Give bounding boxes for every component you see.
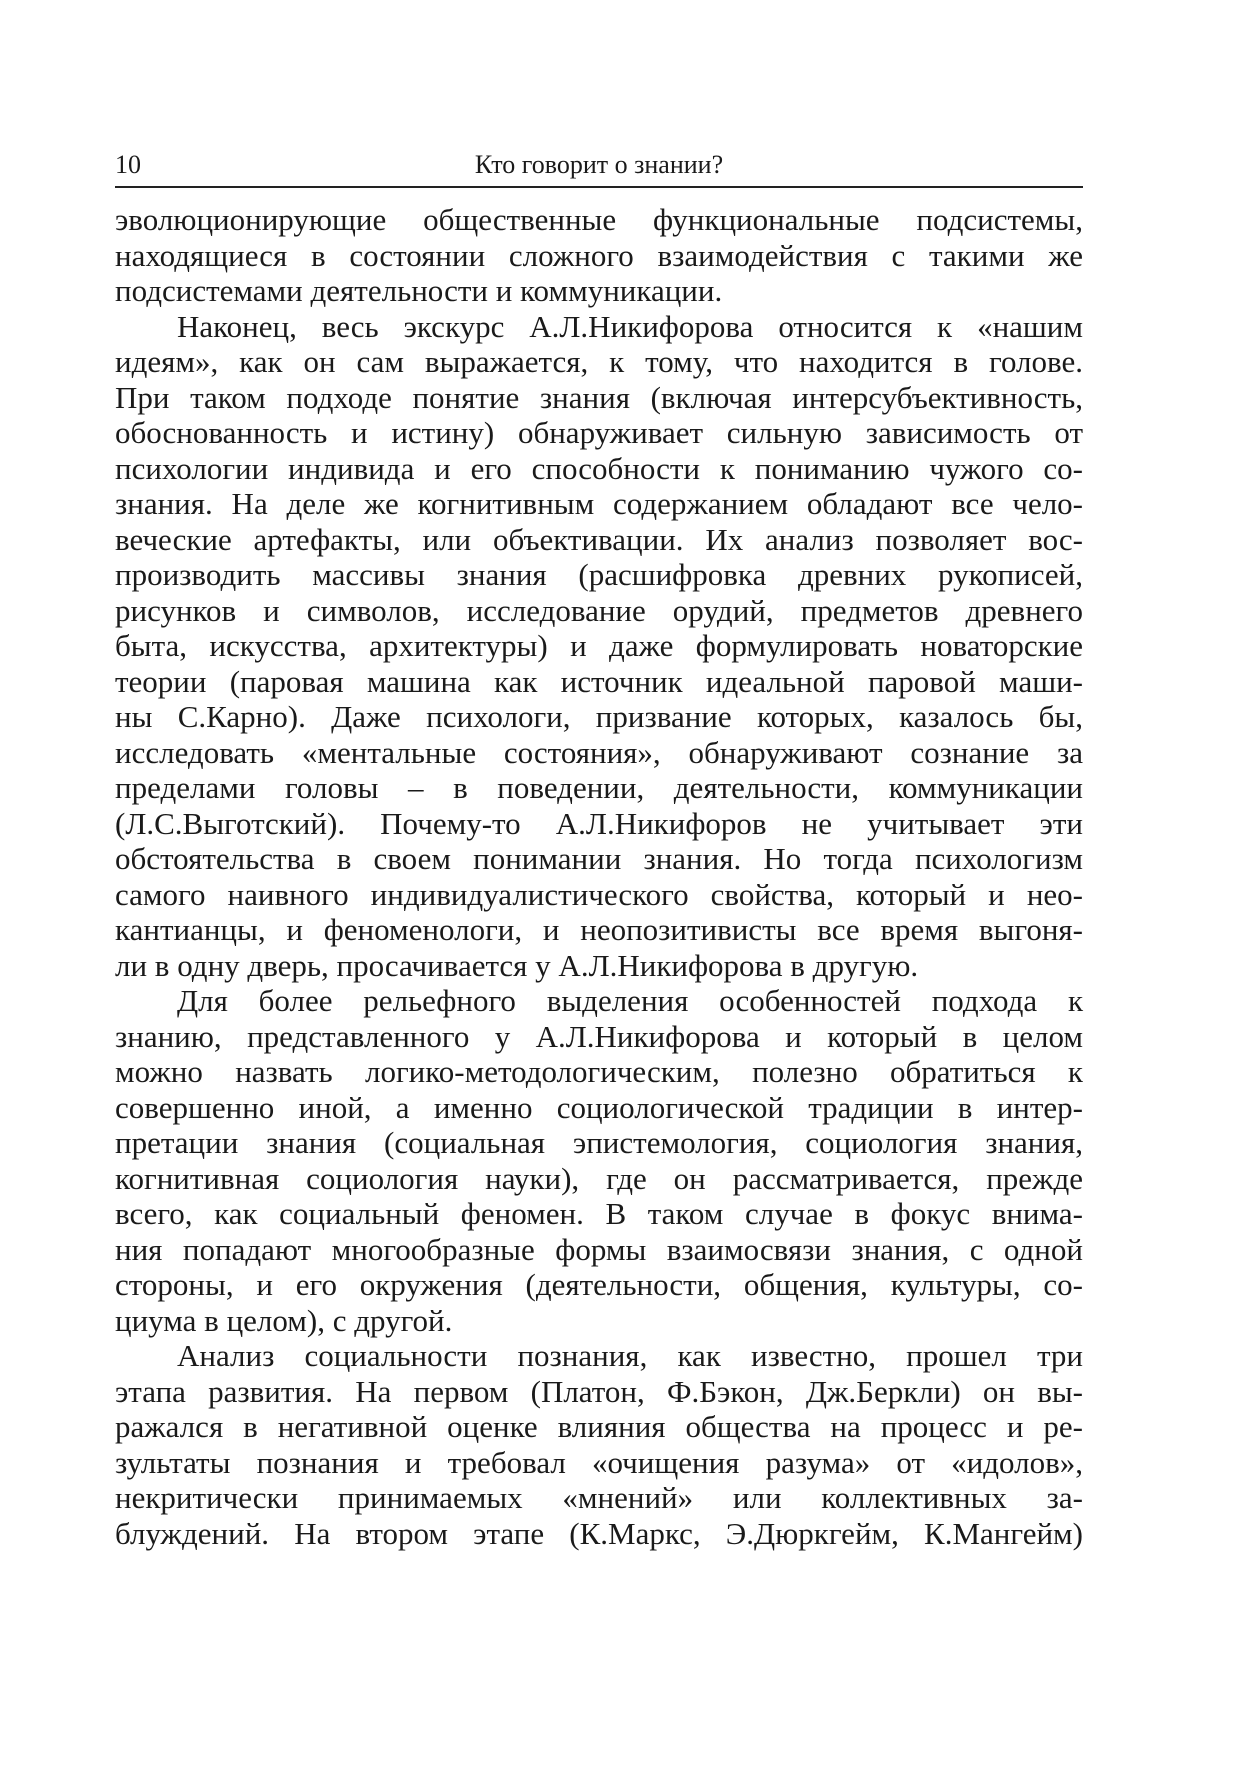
running-head <box>115 150 1083 188</box>
text-line: подсистемами деятельности и коммуникации. <box>115 273 723 308</box>
text-line: ны С.Карно). Даже психологи, призвание которых, казалось бы, <box>115 699 1083 734</box>
text-line: можно назвать логико-методологическим, полезно обратиться к <box>115 1054 1083 1089</box>
text-line: обстоятельства в своем понимании знания. Но тогда психологизм <box>115 841 1083 876</box>
text-line: циума в целом), с другой. <box>115 1302 453 1338</box>
text-line: обоснованность и истину) обнаруживает сильную зависимость от <box>115 415 1083 450</box>
text-line: ражался в негативной оценке влияния общества на процесс и ре- <box>115 1409 1083 1444</box>
paragraph-3 <box>115 983 1083 1338</box>
text-line: идеям», как он сам выражается, к тому, что находится в голове. <box>115 344 1083 379</box>
text-line: ния попадают многообразные формы взаимосвязи знания, с одной <box>115 1231 1083 1267</box>
text-line: кантианцы, и феноменологи, и неопозитивисты все время выгоня- <box>115 912 1083 947</box>
text-line: зультаты познания и требовал «очищения разума» от «идолов», <box>115 1444 1083 1480</box>
text-line: блуждений. На втором этапе (К.Маркс, Э.Дюркгейм, К.Мангейм) <box>115 1515 1083 1551</box>
text-line: когнитивная социология науки), где он рассматривается, прежде <box>115 1160 1083 1196</box>
text-line: быта, искусства, архитектуры) и даже формулировать новаторские <box>115 628 1083 663</box>
text-line: знанию, представленного у А.Л.Никифорова и который в целом <box>115 1018 1083 1054</box>
text-line: производить массивы знания (расшифровка древних рукописей, <box>115 557 1083 592</box>
text-line: исследовать «ментальные состояния», обнаруживают сознание за <box>115 734 1083 770</box>
text-line: совершенно иной, а именно социологической традиции в интер- <box>115 1089 1083 1125</box>
text-line: эволюционирующие общественные функциональные подсистемы, <box>115 202 1083 237</box>
paragraph-4 <box>115 1338 1083 1551</box>
text-line: находящиеся в состоянии сложного взаимодействия с такими же <box>115 237 1083 273</box>
text-line: рисунков и символов, исследование орудий, предметов древнего <box>115 592 1083 628</box>
text-line: Анализ социальности познания, как известно, прошел три <box>177 1338 1083 1373</box>
text-line: Наконец, весь экскурс А.Л.Никифорова относится к «нашим <box>177 308 1083 344</box>
running-title: Кто говорит о знании? <box>474 150 724 179</box>
text-line: пределами головы – в поведении, деятельности, коммуникации <box>115 770 1083 805</box>
text-line: некритически принимаемых «мнений» или коллективных за- <box>115 1480 1083 1515</box>
text-line: претации знания (социальная эпистемология, социология знания, <box>115 1125 1083 1160</box>
text-line: самого наивного индивидуалистического свойства, который и нео- <box>115 876 1083 912</box>
text-line: (Л.С.Выготский). Почему-то А.Л.Никифоров не учитывает эти <box>115 805 1083 841</box>
text-line: Для более рельефного выделения особенностей подхода к <box>177 983 1083 1018</box>
page-number: 10 <box>115 150 141 179</box>
text-line: стороны, и его окружения (деятельности, общения, культуры, со- <box>115 1267 1083 1302</box>
book-page <box>115 150 1083 1551</box>
text-line: веческие артефакты, или объективации. Их анализ позволяет вос- <box>115 521 1083 557</box>
text-line: всего, как социальный феномен. В таком случае в фокус внима- <box>115 1196 1083 1231</box>
text-line: ли в одну дверь, просачивается у А.Л.Никифорова в другую. <box>115 947 919 983</box>
text-line: При таком подходе понятие знания (включая интерсубъективность, <box>115 379 1083 415</box>
body-text <box>115 202 1083 1551</box>
text-line: теории (паровая машина как источник идеальной паровой маши- <box>115 663 1083 699</box>
paragraph-2 <box>115 309 1083 984</box>
text-line: психологии индивида и его способности к пониманию чужого со- <box>115 450 1083 486</box>
paragraph-1 <box>115 202 1083 309</box>
text-line: этапа развития. На первом (Платон, Ф.Бэкон, Дж.Беркли) он вы- <box>115 1373 1083 1409</box>
text-line: знания. На деле же когнитивным содержанием обладают все чело- <box>115 486 1083 521</box>
